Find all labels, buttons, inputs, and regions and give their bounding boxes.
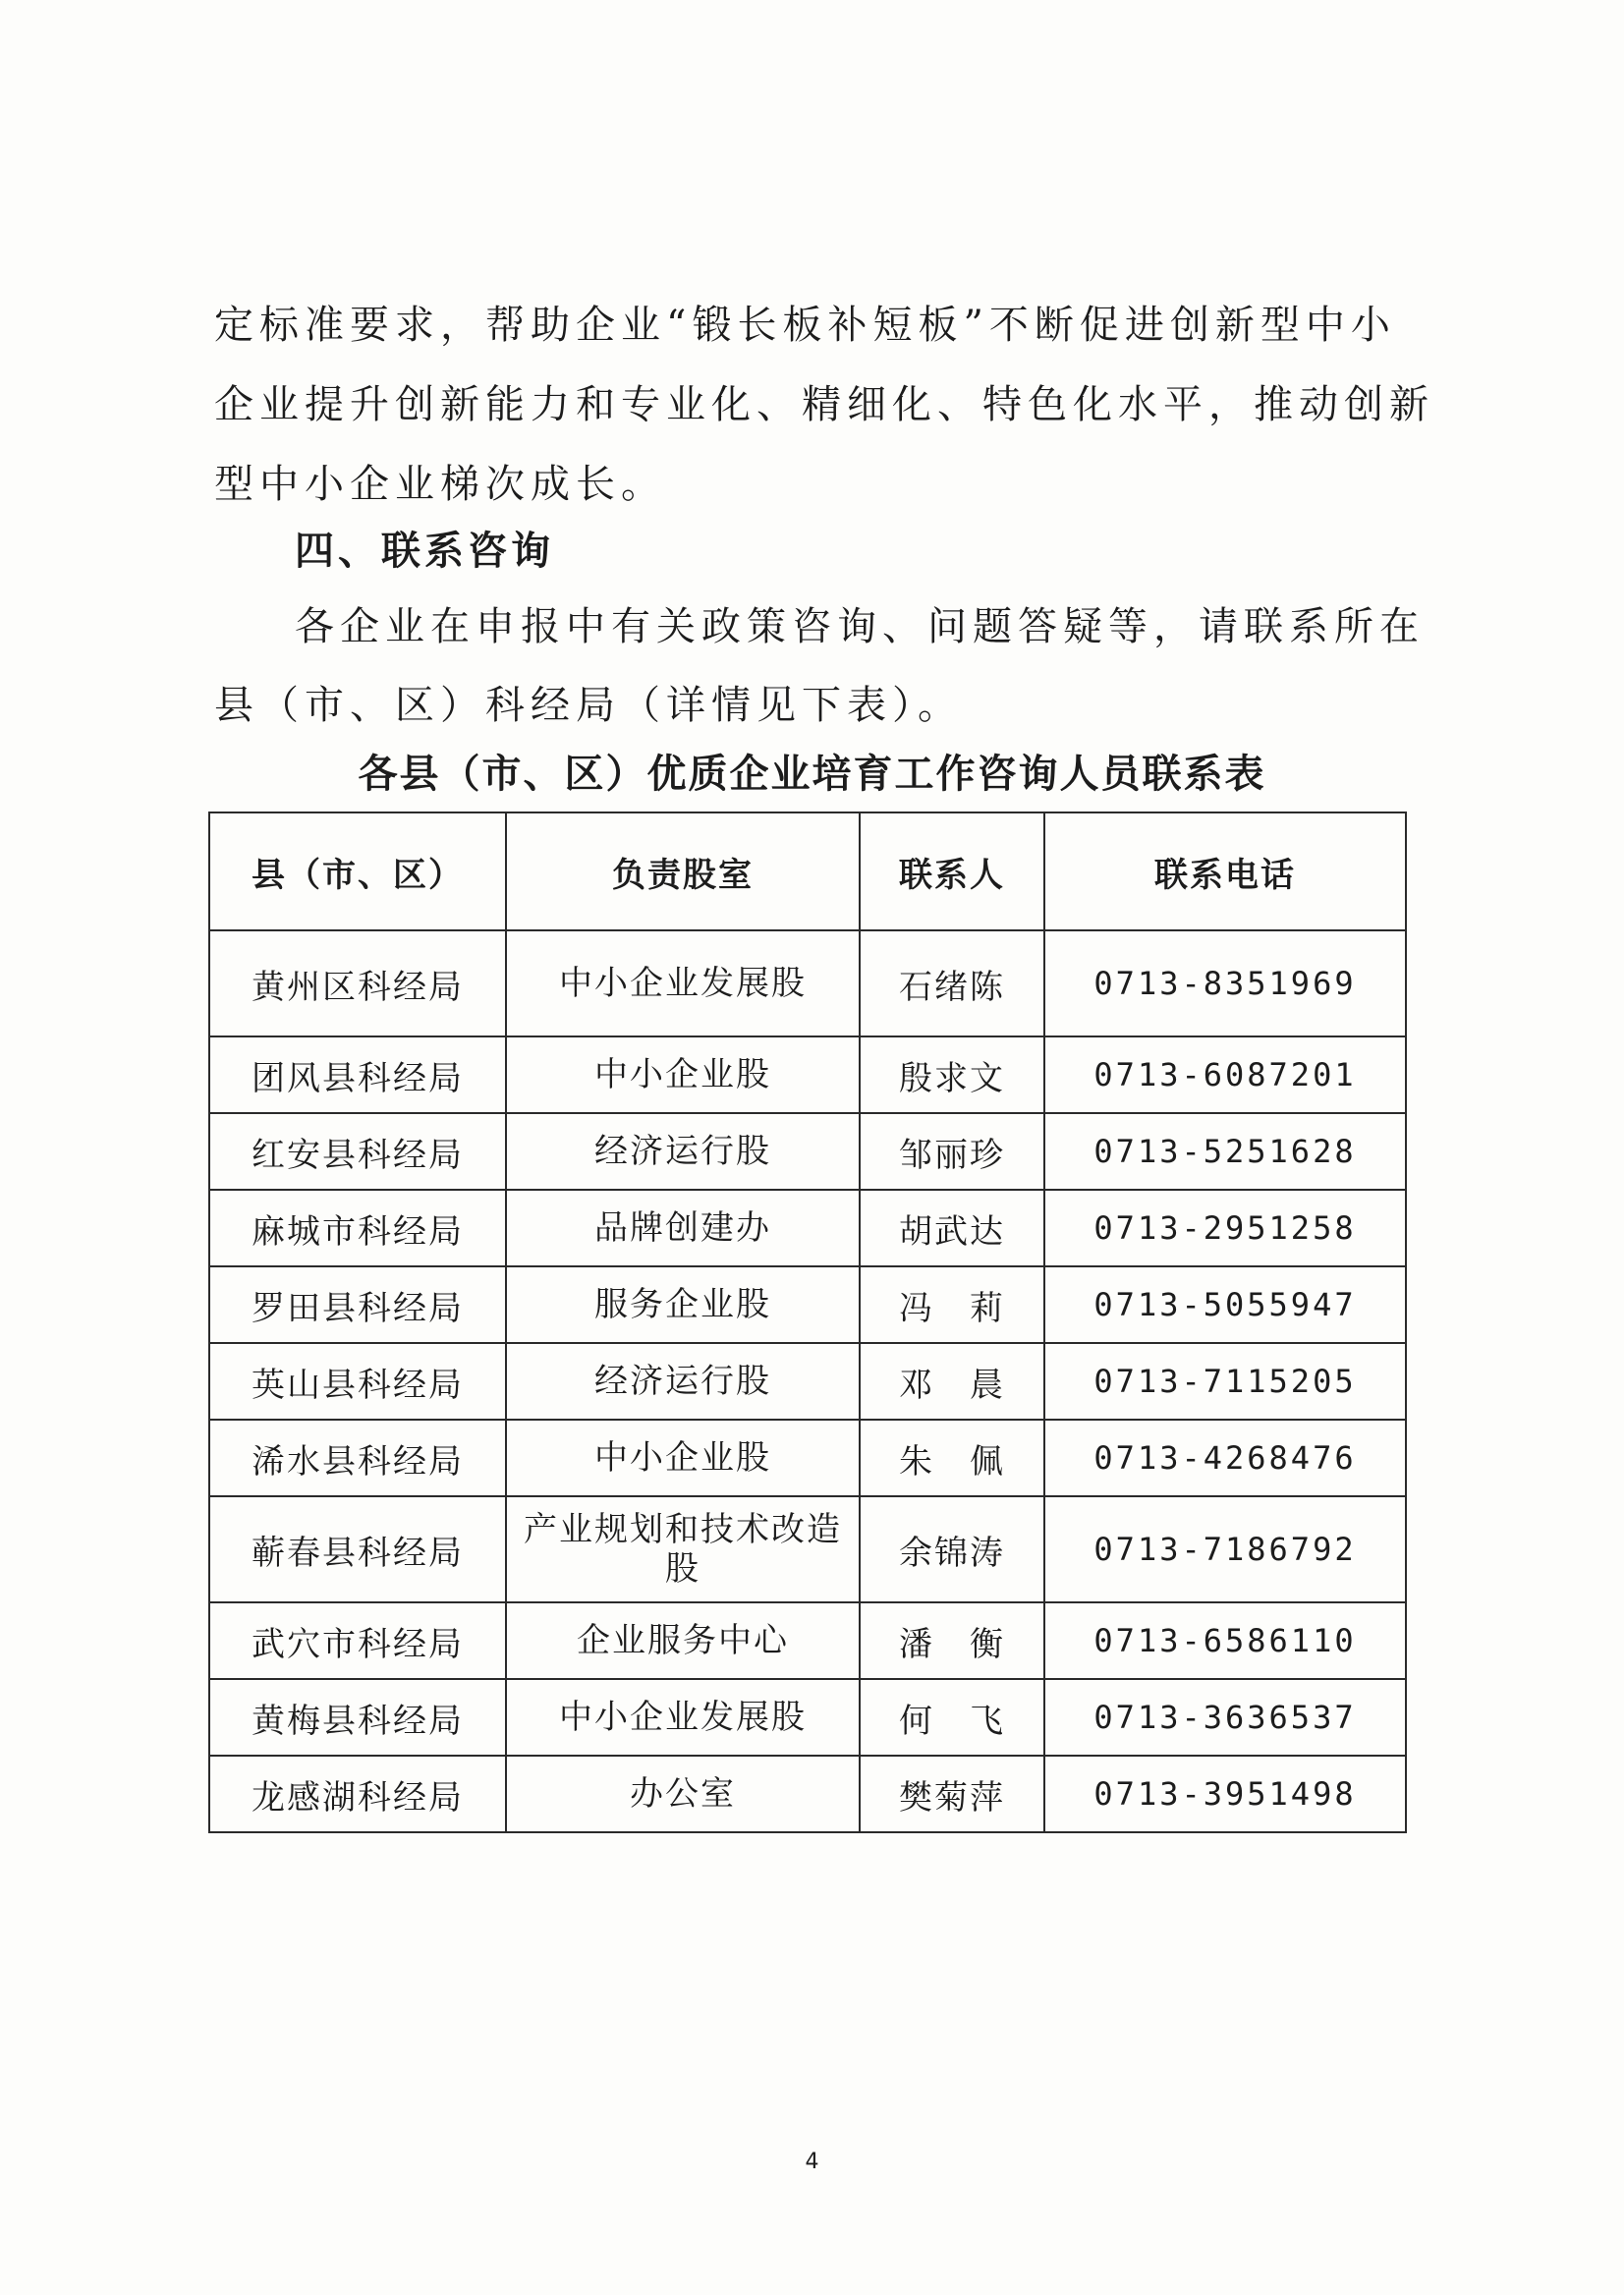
cell-county: 麻城市科经局 bbox=[209, 1190, 506, 1266]
cell-office: 经济运行股 bbox=[506, 1343, 860, 1420]
cell-phone: 0713-3951498 bbox=[1044, 1756, 1406, 1832]
cell-contact: 何 飞 bbox=[860, 1679, 1044, 1756]
cell-county: 英山县科经局 bbox=[209, 1343, 506, 1420]
cell-county: 黄梅县科经局 bbox=[209, 1679, 506, 1756]
cell-contact: 殷求文 bbox=[860, 1036, 1044, 1113]
cell-contact: 石绪陈 bbox=[860, 930, 1044, 1036]
table-header-row bbox=[209, 812, 1406, 930]
cell-contact: 余锦涛 bbox=[860, 1496, 1044, 1602]
cell-contact: 樊菊萍 bbox=[860, 1756, 1044, 1832]
cell-phone: 0713-4268476 bbox=[1044, 1420, 1406, 1496]
cell-contact: 潘 衡 bbox=[860, 1602, 1044, 1679]
header-contact: 联系人 bbox=[860, 812, 1044, 930]
cell-county: 龙感湖科经局 bbox=[209, 1756, 506, 1832]
header-office: 负责股室 bbox=[506, 812, 860, 930]
table-row bbox=[209, 1266, 1406, 1343]
table-row bbox=[209, 1756, 1406, 1832]
cell-phone: 0713-7186792 bbox=[1044, 1496, 1406, 1602]
cell-office: 企业服务中心 bbox=[506, 1602, 860, 1679]
body-line-2: 企业提升创新能力和专业化、精细化、特色化水平，推动创新 bbox=[214, 382, 1434, 427]
contact-line-1: 各企业在申报中有关政策咨询、问题答疑等，请联系所在 bbox=[295, 604, 1425, 649]
cell-office: 中小企业发展股 bbox=[506, 1679, 860, 1756]
table-title: 各县（市、区）优质企业培育工作咨询人员联系表 bbox=[358, 752, 1266, 797]
cell-phone: 0713-8351969 bbox=[1044, 930, 1406, 1036]
cell-phone: 0713-3636537 bbox=[1044, 1679, 1406, 1756]
cell-office: 产业规划和技术改造股 bbox=[506, 1496, 860, 1602]
cell-phone: 0713-5055947 bbox=[1044, 1266, 1406, 1343]
cell-office: 中小企业股 bbox=[506, 1036, 860, 1113]
section-heading: 四、联系咨询 bbox=[295, 529, 554, 574]
header-county: 县（市、区） bbox=[209, 812, 506, 930]
table-row bbox=[209, 1420, 1406, 1496]
cell-county: 武穴市科经局 bbox=[209, 1602, 506, 1679]
cell-contact: 冯 莉 bbox=[860, 1266, 1044, 1343]
cell-contact: 朱 佩 bbox=[860, 1420, 1044, 1496]
contact-line-2: 县（市、区）科经局（详情见下表）。 bbox=[214, 683, 963, 728]
cell-county: 罗田县科经局 bbox=[209, 1266, 506, 1343]
cell-county: 蕲春县科经局 bbox=[209, 1496, 506, 1602]
cell-phone: 0713-2951258 bbox=[1044, 1190, 1406, 1266]
cell-office: 中小企业发展股 bbox=[506, 930, 860, 1036]
table-row bbox=[209, 1113, 1406, 1190]
table-row bbox=[209, 1679, 1406, 1756]
cell-contact: 邓 晨 bbox=[860, 1343, 1044, 1420]
header-phone: 联系电话 bbox=[1044, 812, 1406, 930]
cell-office: 办公室 bbox=[506, 1756, 860, 1832]
cell-office: 品牌创建办 bbox=[506, 1190, 860, 1266]
body-line-3: 型中小企业梯次成长。 bbox=[214, 462, 666, 507]
body-line-1: 定标准要求，帮助企业“锻长板补短板”不断促进创新型中小 bbox=[214, 303, 1396, 348]
cell-county: 团风县科经局 bbox=[209, 1036, 506, 1113]
cell-county: 黄州区科经局 bbox=[209, 930, 506, 1036]
cell-office: 经济运行股 bbox=[506, 1113, 860, 1190]
cell-county: 红安县科经局 bbox=[209, 1113, 506, 1190]
table-row bbox=[209, 1602, 1406, 1679]
table-row bbox=[209, 1036, 1406, 1113]
table-row bbox=[209, 1496, 1406, 1602]
cell-office: 服务企业股 bbox=[506, 1266, 860, 1343]
table-row bbox=[209, 1343, 1406, 1420]
cell-phone: 0713-6586110 bbox=[1044, 1602, 1406, 1679]
cell-office: 中小企业股 bbox=[506, 1420, 860, 1496]
cell-phone: 0713-5251628 bbox=[1044, 1113, 1406, 1190]
cell-contact: 胡武达 bbox=[860, 1190, 1044, 1266]
cell-phone: 0713-7115205 bbox=[1044, 1343, 1406, 1420]
contact-table bbox=[208, 812, 1407, 1833]
table-row bbox=[209, 1190, 1406, 1266]
table-row bbox=[209, 930, 1406, 1036]
page-number: 4 bbox=[805, 2150, 819, 2174]
cell-contact: 邹丽珍 bbox=[860, 1113, 1044, 1190]
cell-phone: 0713-6087201 bbox=[1044, 1036, 1406, 1113]
cell-county: 浠水县科经局 bbox=[209, 1420, 506, 1496]
